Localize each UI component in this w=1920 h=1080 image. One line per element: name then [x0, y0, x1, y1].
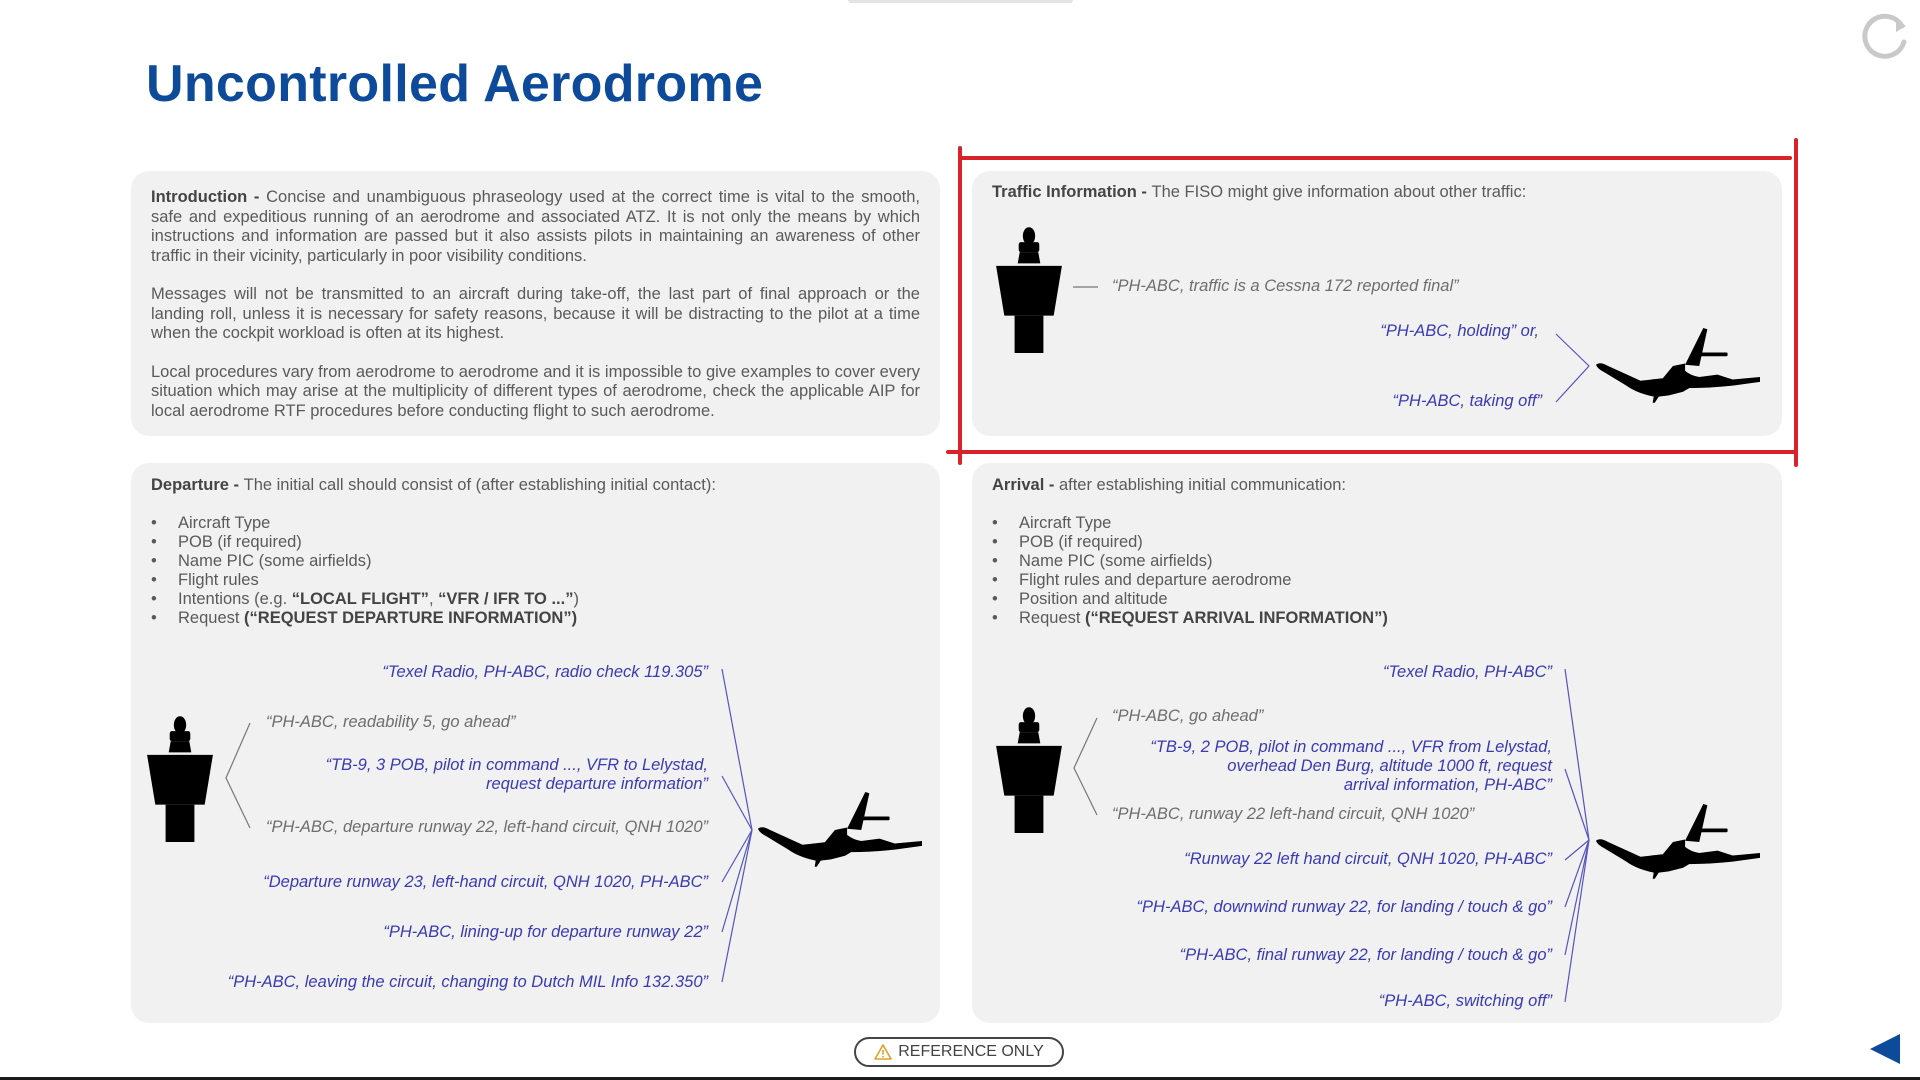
departure-quote-3b: request departure information”	[486, 775, 708, 793]
arrival-quote-6: “PH-ABC, downwind runway 22, for landing / touch & go”	[1136, 898, 1552, 916]
arrival-quote-4: “PH-ABC, runway 22 left-hand circuit, QNH 1020”	[1112, 805, 1475, 823]
list-item: • Request (“REQUEST ARRIVAL INFORMATION”)	[992, 609, 1388, 628]
list-item: • Request (“REQUEST DEPARTURE INFORMATION”)	[151, 609, 579, 628]
arrival-quote-8: “PH-ABC, switching off”	[1378, 992, 1552, 1010]
intro-paragraph-3: Local procedures vary from aerodrome to aerodrome and it is impossible to give examples to cover every situation which may arise at the multiplicity of different types of aerodrome, check the applicable AIP for local aerodrome RTF procedures before conducting flight to such aerodrome.	[151, 362, 920, 420]
traffic-heading: Traffic Information - The FISO might give information about other traffic:	[992, 183, 1527, 201]
list-item: • POB (if required)	[992, 533, 1388, 552]
list-item: • Name PIC (some airfields)	[992, 552, 1388, 571]
control-tower-icon	[993, 226, 1065, 353]
arrival-quote-7: “PH-ABC, final runway 22, for landing / touch & go”	[1179, 946, 1552, 964]
page-title: Uncontrolled Aerodrome	[146, 55, 764, 113]
departure-quote-5: “Departure runway 23, left-hand circuit, QNH 1020, PH-ABC”	[263, 873, 708, 891]
traffic-pilot-quote-holding: “PH-ABC, holding” or,	[1380, 322, 1539, 340]
control-tower-icon	[144, 715, 216, 842]
departure-quote-4: “PH-ABC, departure runway 22, left-hand circuit, QNH 1020”	[266, 818, 709, 836]
arrival-quote-2: “PH-ABC, go ahead”	[1112, 707, 1264, 725]
arrival-quote-3a: “TB-9, 2 POB, pilot in command ..., VFR from Lelystad,	[1150, 738, 1552, 756]
traffic-pilot-quote-taking-off: “PH-ABC, taking off”	[1392, 392, 1542, 410]
intro-text	[151, 188, 920, 440]
arrival-heading: Arrival - after establishing initial communication:	[992, 476, 1347, 494]
departure-quote-2: “PH-ABC, readability 5, go ahead”	[266, 713, 516, 731]
list-item: • Aircraft Type	[992, 514, 1388, 533]
intro-label: Introduction -	[151, 188, 267, 206]
list-item: • POB (if required)	[151, 533, 579, 552]
aircraft-icon	[1596, 328, 1760, 404]
control-tower-icon	[993, 706, 1065, 833]
intro-paragraph-1: Introduction - Concise and unambiguous phraseology used at the correct time is vital to the smooth, safe and expeditious running of an aerodrome and associated ATZ. It is not only the means by which instructions and information are passed but it also assists pilots in maintaining an awareness of other traffic in their vicinity, particularly in poor visibility conditions.	[151, 188, 920, 265]
departure-quote-1: “Texel Radio, PH-ABC, radio check 119.305”	[382, 663, 708, 681]
arrival-quote-5: “Runway 22 left hand circuit, QNH 1020, PH-ABC”	[1184, 850, 1552, 868]
list-item: • Flight rules	[151, 571, 579, 590]
reload-icon[interactable]	[1858, 12, 1910, 64]
arrival-quote-1: “Texel Radio, PH-ABC”	[1382, 663, 1552, 681]
arrival-checklist	[992, 514, 1388, 628]
traffic-atc-quote: “PH-ABC, traffic is a Cessna 172 reported final”	[1112, 277, 1459, 295]
list-item: • Aircraft Type	[151, 514, 579, 533]
list-item: • Position and altitude	[992, 590, 1388, 609]
departure-quote-7: “PH-ABC, leaving the circuit, changing to Dutch MIL Info 132.350”	[227, 973, 708, 991]
arrival-quote-3c: arrival information, PH-ABC”	[1343, 776, 1552, 794]
departure-quote-3a: “TB-9, 3 POB, pilot in command ..., VFR to Lelystad,	[325, 756, 708, 774]
warning-icon	[874, 1044, 892, 1060]
back-arrow-icon[interactable]	[1868, 1032, 1902, 1066]
arrival-quote-3b: overhead Den Burg, altitude 1000 ft, request	[1227, 757, 1552, 775]
reference-only-label: REFERENCE ONLY	[898, 1043, 1044, 1060]
departure-heading: Departure - The initial call should consist of (after establishing initial contact):	[151, 476, 716, 494]
list-item: • Flight rules and departure aerodrome	[992, 571, 1388, 590]
top-tab	[848, 0, 1073, 3]
reference-only-badge	[854, 1037, 1064, 1067]
aircraft-icon	[1596, 804, 1760, 880]
aircraft-icon	[758, 792, 922, 868]
list-item: • Name PIC (some airfields)	[151, 552, 579, 571]
intro-paragraph-2: Messages will not be transmitted to an aircraft during take-off, the last part of final approach or the landing roll, unless it is necessary for safety reasons, because it will be distracting to the pilot at a time when the cockpit workload is often at its highest.	[151, 285, 920, 342]
list-item: • Intentions (e.g. “LOCAL FLIGHT”, “VFR / IFR TO ...”)	[151, 590, 579, 609]
departure-checklist	[151, 514, 579, 628]
departure-quote-6: “PH-ABC, lining-up for departure runway 22”	[383, 923, 708, 941]
